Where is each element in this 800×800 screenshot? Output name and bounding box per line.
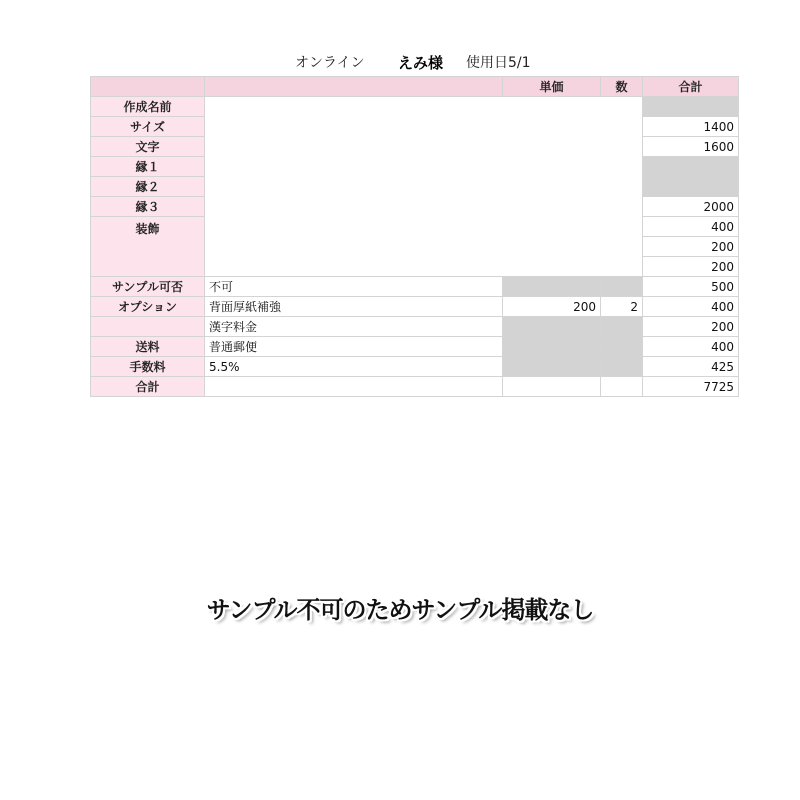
row-description: 漢字料金 bbox=[205, 317, 503, 337]
customer-name: えみ様 bbox=[398, 54, 444, 72]
row-total: 200 bbox=[643, 257, 739, 277]
row-total bbox=[643, 177, 739, 197]
description-area bbox=[205, 97, 643, 277]
row-label: 縁３ bbox=[91, 197, 205, 217]
row-unit-price bbox=[503, 337, 601, 357]
row-total: 200 bbox=[643, 317, 739, 337]
row-label: 作成名前 bbox=[91, 97, 205, 117]
grand-total-row bbox=[91, 377, 739, 397]
unit-price-header: 単価 bbox=[503, 77, 601, 97]
quantity-header: 数 bbox=[601, 77, 643, 97]
row-total: 200 bbox=[643, 237, 739, 257]
row-total: 400 bbox=[643, 217, 739, 237]
row-description: 背面厚紙補強 bbox=[205, 297, 503, 317]
row-label: 合計 bbox=[91, 377, 205, 397]
row-description: 不可 bbox=[205, 277, 503, 297]
channel-label: オンライン bbox=[295, 55, 365, 71]
row-unit-price bbox=[503, 317, 601, 337]
row-description bbox=[205, 377, 503, 397]
row-unit-price bbox=[503, 277, 601, 297]
row-quantity bbox=[601, 277, 643, 297]
row-label: 縁１ bbox=[91, 157, 205, 177]
table-row bbox=[91, 317, 739, 337]
row-unit-price: 200 bbox=[503, 297, 601, 317]
row-label: 手数料 bbox=[91, 357, 205, 377]
row-label: オプション bbox=[91, 297, 205, 317]
row-total: 400 bbox=[643, 297, 739, 317]
row-label: 装飾 bbox=[91, 217, 205, 277]
row-description: 普通郵便 bbox=[205, 337, 503, 357]
row-total: 400 bbox=[643, 337, 739, 357]
row-quantity bbox=[601, 337, 643, 357]
row-label: 送料 bbox=[91, 337, 205, 357]
row-total bbox=[643, 157, 739, 177]
header-blank-cell bbox=[91, 77, 205, 97]
row-unit-price bbox=[503, 357, 601, 377]
row-quantity bbox=[601, 317, 643, 337]
grand-total-value: 7725 bbox=[643, 377, 739, 397]
usage-date: 使用日5/1 bbox=[466, 55, 531, 71]
row-total: 1400 bbox=[643, 117, 739, 137]
table-row bbox=[91, 97, 739, 117]
order-table bbox=[90, 76, 739, 397]
total-header: 合計 bbox=[643, 77, 739, 97]
row-quantity bbox=[601, 357, 643, 377]
row-total bbox=[643, 97, 739, 117]
row-label: 文字 bbox=[91, 137, 205, 157]
table-header-row bbox=[91, 77, 739, 97]
row-total: 2000 bbox=[643, 197, 739, 217]
table-row bbox=[91, 297, 739, 317]
order-header bbox=[0, 50, 800, 72]
row-total: 1600 bbox=[643, 137, 739, 157]
row-label: 縁２ bbox=[91, 177, 205, 197]
table-row bbox=[91, 337, 739, 357]
table-row bbox=[91, 357, 739, 377]
row-description: 5.5% bbox=[205, 357, 503, 377]
no-sample-caption: サンプル不可のためサンプル掲載なし bbox=[206, 596, 594, 624]
row-quantity bbox=[601, 377, 643, 397]
row-label: サイズ bbox=[91, 117, 205, 137]
header-blank-cell bbox=[205, 77, 503, 97]
row-label: サンプル可否 bbox=[91, 277, 205, 297]
row-unit-price bbox=[503, 377, 601, 397]
row-total: 425 bbox=[643, 357, 739, 377]
row-total: 500 bbox=[643, 277, 739, 297]
table-row bbox=[91, 277, 739, 297]
row-quantity: 2 bbox=[601, 297, 643, 317]
row-label bbox=[91, 317, 205, 337]
